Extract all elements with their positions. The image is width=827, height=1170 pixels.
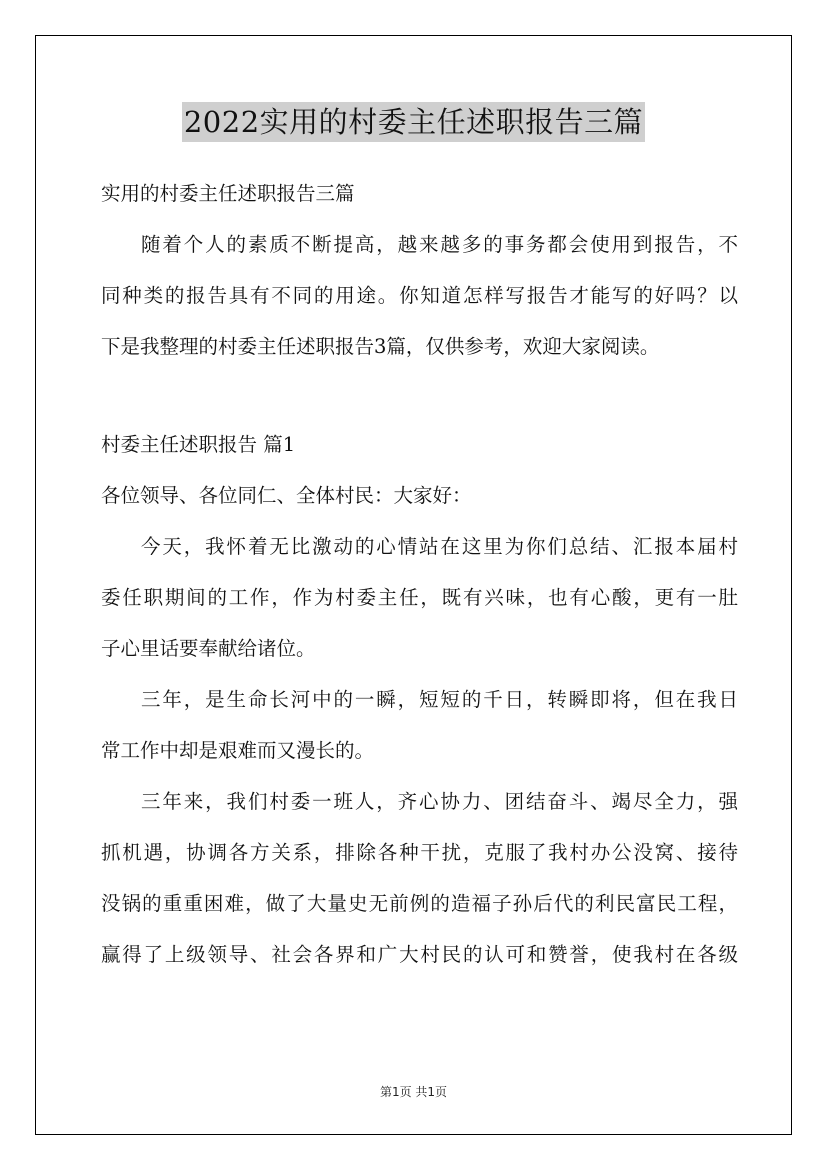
paragraph-line: 委任职期间的工作，作为村委主任，既有兴味，也有心酸，更有一肚 (101, 586, 738, 609)
page-footer: 第1页 共1页 (379, 1085, 448, 1099)
document-body (101, 176, 738, 973)
intro-line: 下是我整理的村委主任述职报告3篇，仅供参考，欢迎大家阅读。 (101, 335, 660, 358)
intro-paragraph (101, 227, 738, 365)
paragraph-line: 三年，是生命长河中的一瞬，短短的千日，转瞬即将，但在我日 (141, 688, 738, 711)
document-title: 2022实用的村委主任述职报告三篇 (182, 102, 645, 142)
paragraph-line: 子心里话要奉献给诸位。 (101, 637, 316, 660)
intro-line: 同种类的报告具有不同的用途。你知道怎样写报告才能写的好吗？以 (101, 284, 738, 307)
title-container (0, 102, 827, 142)
paragraph-line: 三年来，我们村委一班人，齐心协力、团结奋斗、竭尽全力，强 (141, 790, 738, 813)
paragraph-line: 今天，我怀着无比激动的心情站在这里为你们总结、汇报本届村 (141, 535, 738, 558)
intro-line: 随着个人的素质不断提高，越来越多的事务都会使用到报告，不 (141, 233, 738, 256)
section-heading: 村委主任述职报告 篇1 (101, 433, 296, 456)
subtitle: 实用的村委主任述职报告三篇 (101, 182, 355, 205)
paragraph-2 (101, 682, 738, 769)
paragraph-line: 没锅的重重困难，做了大量史无前例的造福子孙后代的利民富民工程， (101, 892, 738, 915)
paragraph-3 (101, 784, 738, 973)
paragraph-line: 常工作中却是艰难而又漫长的。 (101, 739, 375, 762)
paragraph-line: 抓机遇，协调各方关系，排除各种干扰，克服了我村办公没窝、接待 (101, 841, 738, 864)
paragraph-1 (101, 529, 738, 667)
greeting: 各位领导、各位同仁、全体村民：大家好： (101, 484, 472, 507)
paragraph-line: 赢得了上级领导、社会各界和广大村民的认可和赞誉，使我村在各级 (101, 943, 738, 966)
